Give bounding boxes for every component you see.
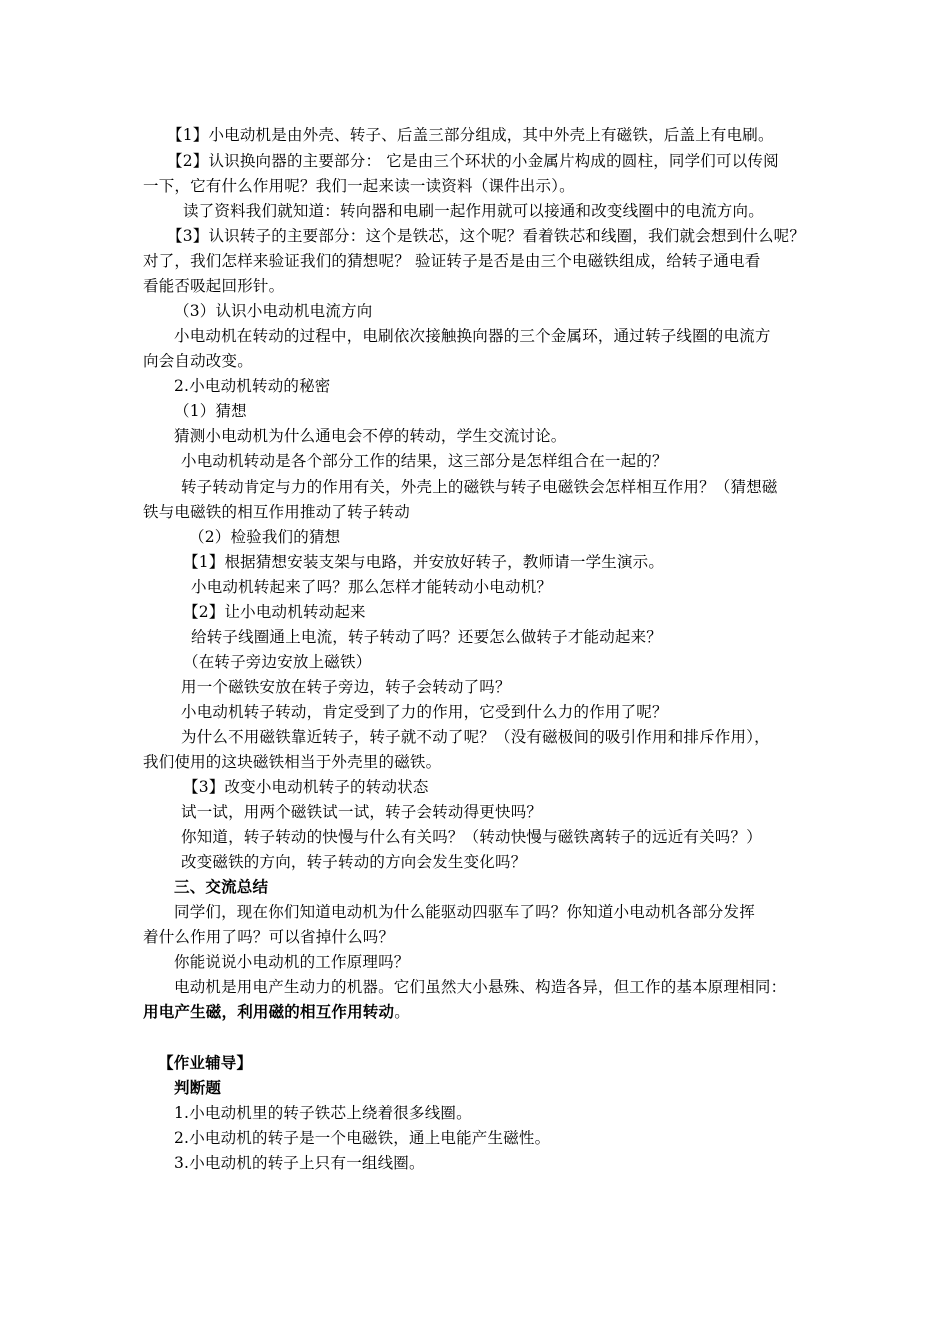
text-line: 【1】小电动机是由外壳、转子、后盖三部分组成，其中外壳上有磁铁，后盖上有电刷。 <box>167 126 774 144</box>
section-heading: 三、交流总结 <box>174 877 269 896</box>
text-line: 用一个磁铁安放在转子旁边，转子会转动了吗？ <box>181 678 511 696</box>
text-line: 铁与电磁铁的相互作用推动了转子转动 <box>143 503 410 521</box>
question-item: 1.小电动机里的转子铁芯上绕着很多线圈。 <box>174 1104 472 1122</box>
text-line: 读了资料我们就知道：转向器和电刷一起作用就可以接通和改变线圈中的电流方向。 <box>183 202 764 220</box>
text-line: 小电动机转动是各个部分工作的结果，这三部分是怎样组合在一起的？ <box>181 452 668 470</box>
text-line: （在转子旁边安放上磁铁） <box>183 653 372 671</box>
text-line: 一下，它有什么作用呢？我们一起来读一读资料（课件出示）。 <box>143 177 575 195</box>
text-line: 小电动机在转动的过程中，电刷依次接触换向器的三个金属环，通过转子线圈的电流方 <box>174 327 771 345</box>
text-line: 猜测小电动机为什么通电会不停的转动，学生交流讨论。 <box>174 427 567 445</box>
text-line: （1）猜想 <box>174 402 247 420</box>
text-line: 【1】根据猜想安装支架与电路，并安放好转子，教师请一学生演示。 <box>183 553 665 571</box>
text-line: 你能说说小电动机的工作原理吗？ <box>174 953 410 971</box>
text-line: 小电动机转起来了吗？那么怎样才能转动小电动机？ <box>191 578 553 596</box>
homework-heading: 【作业辅导】 <box>158 1053 253 1072</box>
question-type-heading: 判断题 <box>174 1078 222 1097</box>
text-line: 2.小电动机转动的秘密 <box>174 377 331 395</box>
text-line: 你知道，转子转动的快慢与什么有关吗？（转动快慢与磁铁离转子的远近有关吗？） <box>181 828 762 846</box>
text-line: 我们使用的这块磁铁相当于外壳里的磁铁。 <box>143 753 442 771</box>
text-line: 改变磁铁的方向，转子转动的方向会发生变化吗？ <box>181 853 527 871</box>
text-line: 小电动机转子转动，肯定受到了力的作用，它受到什么力的作用了呢？ <box>181 703 668 721</box>
text-line: 【2】认识换向器的主要部分： 它是由三个环状的小金属片构成的圆柱，同学们可以传阅 <box>167 152 779 170</box>
text-line: 转子转动肯定与力的作用有关，外壳上的磁铁与转子电磁铁会怎样相互作用？（猜想磁 <box>181 478 778 496</box>
text-line: 电动机是用电产生动力的机器。它们虽然大小悬殊、构造各异，但工作的基本原理相同： <box>174 978 787 996</box>
question-item: 3.小电动机的转子上只有一组线圈。 <box>174 1154 425 1172</box>
text-line: 试一试，用两个磁铁试一试，转子会转动得更快吗？ <box>181 803 543 821</box>
text-line: 着什么作用了吗？可以省掉什么吗？ <box>143 928 395 946</box>
question-item: 2.小电动机的转子是一个电磁铁，通上电能产生磁性。 <box>174 1129 551 1147</box>
text-line: 【2】让小电动机转动起来 <box>183 603 366 621</box>
text-line: 给转子线圈通上电流，转子转动了吗？还要怎么做转子才能动起来？ <box>191 628 663 646</box>
text-line: （2）检验我们的猜想 <box>189 528 341 546</box>
text-line: （3）认识小电动机电流方向 <box>174 302 373 320</box>
bold-phrase: 用电产生磁，利用磁的相互作用转动 <box>143 1002 395 1021</box>
text-line: 为什么不用磁铁靠近转子，转子就不动了呢？（没有磁极间的吸引作用和排斥作用）， <box>181 728 770 746</box>
text-line: 【3】认识转子的主要部分：这个是铁芯，这个呢？看着铁芯和线圈，我们就会想到什么呢？ <box>167 227 806 245</box>
emphasis-text <box>143 1002 410 1022</box>
text-line: 对了，我们怎样来验证我们的猜想呢？ 验证转子是否是由三个电磁铁组成，给转子通电看 <box>143 252 761 270</box>
text-line: 【3】改变小电动机转子的转动状态 <box>183 778 429 796</box>
text-line: 同学们，现在你们知道电动机为什么能驱动四驱车了吗？你知道小电动机各部分发挥 <box>174 903 755 921</box>
text-line: 看能否吸起回形针。 <box>143 277 285 295</box>
period: 。 <box>394 1003 410 1021</box>
text-line: 向会自动改变。 <box>143 352 253 370</box>
